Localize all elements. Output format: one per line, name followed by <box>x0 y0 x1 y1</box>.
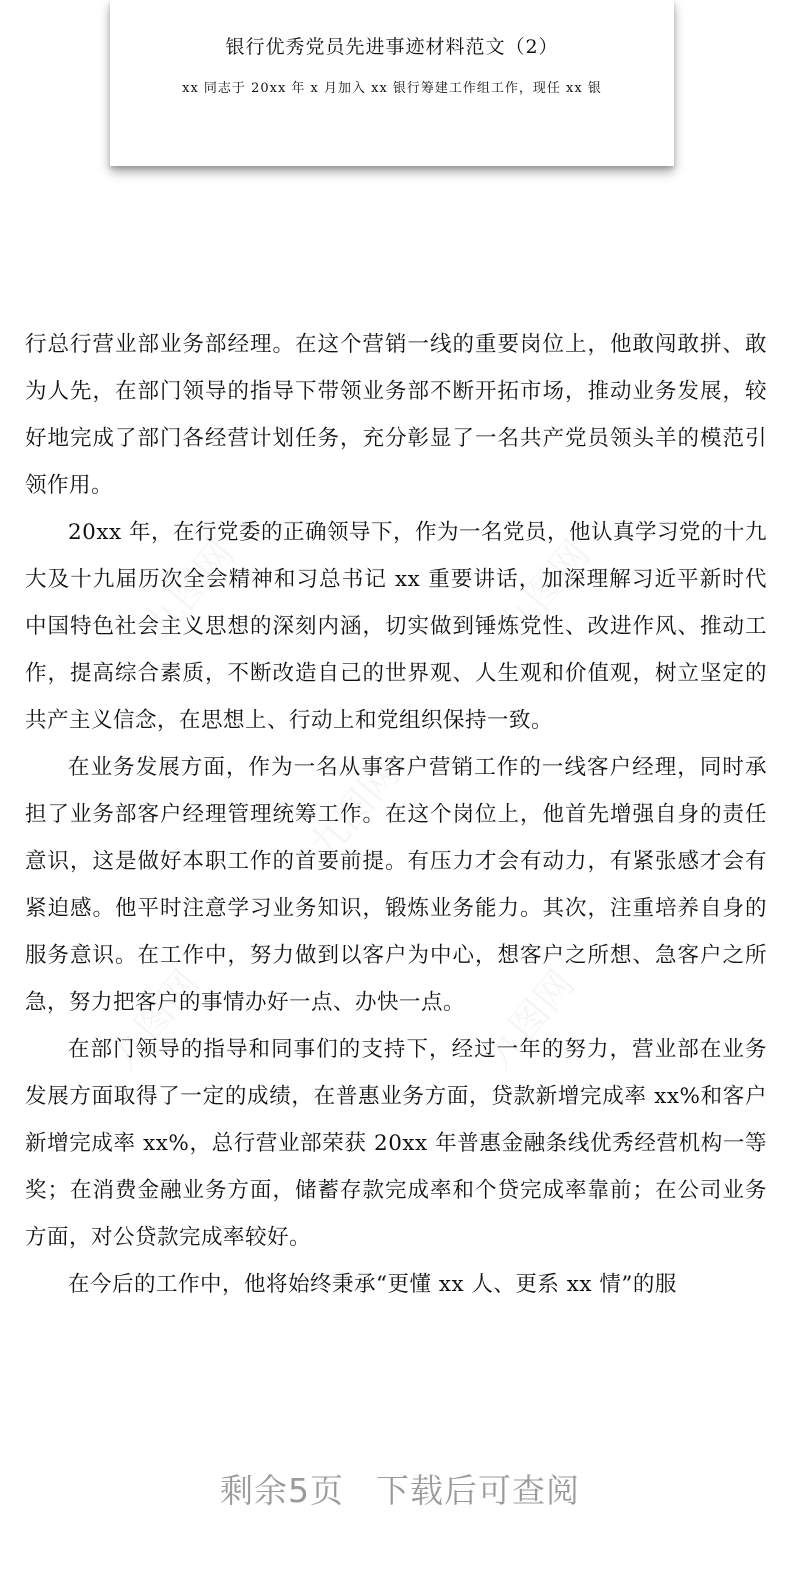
paragraph-1: 行总行营业部业务部经理。在这个营销一线的重要岗位上，他敢闯敢拼、敢为人先，在部门领导的指导下带领业务部不断开拓市场，推动业务发展，较好地完成了部门各经营计划任务，充分彰显了一名共产党员领头羊的模范引领作用。 <box>25 332 767 498</box>
paragraph-4: 在部门领导的指导和同事们的支持下，经过一年的努力，营业部在业务发展方面取得了一定的成绩，在普惠业务方面，贷款新增完成率 xx%和客户新增完成率 xx%，总行营业部荣获 20xx 年普惠金融条线优秀经营机构一等奖；在消费金融业务方面，储蓄存款完成率和个贷完成率靠前；在公司业务方面，对公贷款完成率较好。 <box>25 1037 767 1250</box>
paragraph-3: 在业务发展方面，作为一名从事客户营销工作的一线客户经理，同时承担了业务部客户经理管理统筹工作。在这个岗位上，他首先增强自身的责任意识，这是做好本职工作的首要前提。有压力才会有动力，有紧张感才会有紧迫感。他平时注意学习业务知识，锻炼业务能力。其次，注重培养自身的服务意识。在工作中，努力做到以客户为中心，想客户之所想、急客户之所急，努力把客户的事情办好一点、办快一点。 <box>25 755 767 1015</box>
watermark: 九图网 <box>491 531 599 648</box>
document-preview-card <box>110 0 674 166</box>
download-hint-label: 下载后可查阅 <box>376 1471 580 1510</box>
paragraph-5: 在今后的工作中，他将始终秉承“更懂 xx 人、更系 xx 情”的服 <box>68 1272 677 1297</box>
download-more-bar[interactable] <box>0 1456 800 1526</box>
document-body <box>25 321 767 1308</box>
paragraph-2: 20xx 年，在行党委的正确领导下，作为一名党员，他认真学习党的十九大及十九届历次全会精神和习总书记 xx 重要讲话，加深理解习近平新时代中国特色社会主义思想的深刻内涵，切实做到锤炼党性、改进作风、推动工作，提高综合素质，不断改造自己的世界观、人生观和价值观，树立坚定的共产主义信念，在思想上、行动上和党组织保持一致。 <box>25 520 767 733</box>
watermark: 九图网 <box>101 961 209 1078</box>
watermark: 九图网 <box>136 531 244 648</box>
watermark: 九图网 <box>476 961 584 1078</box>
document-title: 银行优秀党员先进事迹材料范文（2） <box>225 36 559 58</box>
remaining-pages-label: 剩余5页 <box>220 1471 344 1510</box>
document-first-line: xx 同志于 20xx 年 x 月加入 xx 银行筹建工作组工作，现任 xx 银 <box>182 81 602 96</box>
watermark: 九图网 <box>301 751 409 868</box>
